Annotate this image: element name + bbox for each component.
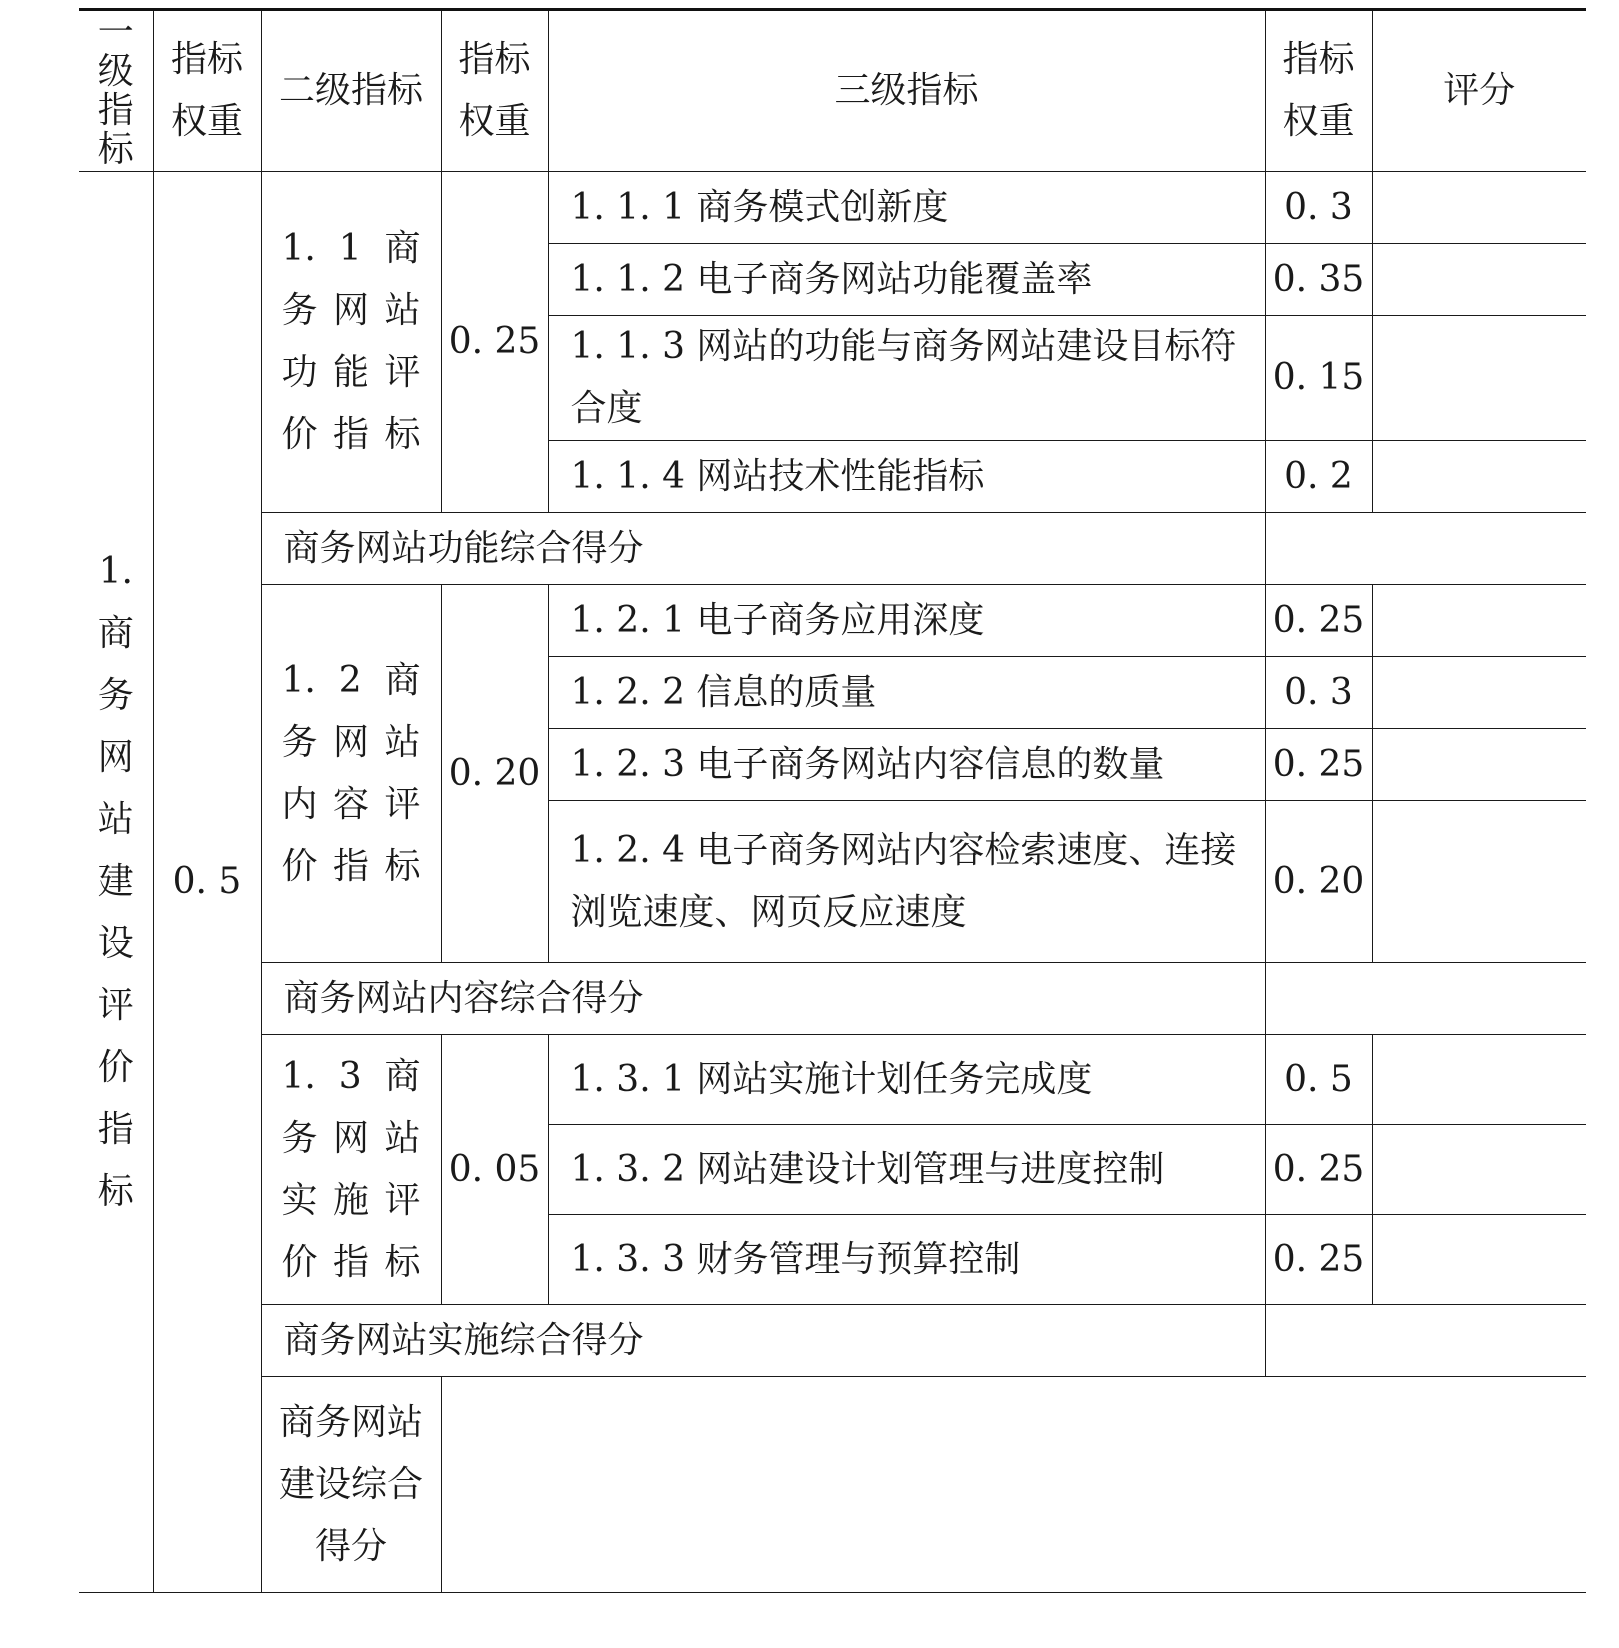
- level3-name: 1. 2. 2 信息的质量: [548, 657, 1265, 729]
- level3-name: 1. 2. 4 电子商务网站内容检索速度、连接浏览速度、网页反应速度: [548, 801, 1265, 963]
- level3-name: 1. 1. 3 网站的功能与商务网站建设目标符合度: [548, 316, 1265, 441]
- level3-weight: 0. 25: [1265, 1215, 1372, 1305]
- header-score: 评分: [1372, 10, 1586, 172]
- header-level2: 二级指标: [261, 10, 441, 172]
- header-level1: 一 级 指 标: [79, 10, 153, 172]
- level2-name: 1. 2 商务网站内容评价指标: [261, 585, 441, 963]
- table-row: [79, 585, 1586, 657]
- level3-weight: 0. 25: [1265, 729, 1372, 801]
- score-cell[interactable]: [1372, 585, 1586, 657]
- summary-score-cell[interactable]: [1265, 963, 1586, 1035]
- summary-label: 商务网站内容综合得分: [261, 963, 1265, 1035]
- header-weight1: 指标 权重: [153, 10, 261, 172]
- header-weight2: 指标 权重: [441, 10, 548, 172]
- level2-name: 1. 1 商务网站功能评价指标: [261, 172, 441, 513]
- summary-score-cell[interactable]: [1265, 1305, 1586, 1377]
- score-cell[interactable]: [1372, 316, 1586, 441]
- level3-name: 1. 1. 2 电子商务网站功能覆盖率: [548, 244, 1265, 316]
- level3-weight: 0. 25: [1265, 585, 1372, 657]
- table-row: [79, 1035, 1586, 1125]
- header-level3: 三级指标: [548, 10, 1265, 172]
- level3-weight: 0. 3: [1265, 172, 1372, 244]
- level2-weight: 0. 05: [441, 1035, 548, 1305]
- header-weight3: 指标 权重: [1265, 10, 1372, 172]
- level3-weight: 0. 2: [1265, 441, 1372, 513]
- level3-weight: 0. 25: [1265, 1125, 1372, 1215]
- level3-weight: 0. 3: [1265, 657, 1372, 729]
- score-cell[interactable]: [1372, 244, 1586, 316]
- summary-label: 商务网站实施综合得分: [261, 1305, 1265, 1377]
- level2-weight: 0. 20: [441, 585, 548, 963]
- score-cell[interactable]: [1372, 172, 1586, 244]
- level1-name: 1. 商 务 网 站 建 设 评 价 指 标: [79, 172, 153, 1593]
- level3-weight: 0. 20: [1265, 801, 1372, 963]
- level3-name: 1. 3. 1 网站实施计划任务完成度: [548, 1035, 1265, 1125]
- level3-name: 1. 2. 3 电子商务网站内容信息的数量: [548, 729, 1265, 801]
- level3-name: 1. 1. 1 商务模式创新度: [548, 172, 1265, 244]
- header-row: [79, 10, 1586, 172]
- level1-weight: 0. 5: [153, 172, 261, 1593]
- level3-name: 1. 2. 1 电子商务应用深度: [548, 585, 1265, 657]
- level2-name: 1. 3 商务网站实施评价指标: [261, 1035, 441, 1305]
- summary-row: [79, 513, 1586, 585]
- score-cell[interactable]: [1372, 1035, 1586, 1125]
- level3-weight: 0. 35: [1265, 244, 1372, 316]
- evaluation-table: [79, 8, 1586, 1593]
- summary-row: [79, 1305, 1586, 1377]
- level3-weight: 0. 15: [1265, 316, 1372, 441]
- score-cell[interactable]: [1372, 1125, 1586, 1215]
- level3-name: 1. 3. 3 财务管理与预算控制: [548, 1215, 1265, 1305]
- table-row: [79, 172, 1586, 244]
- score-cell[interactable]: [1372, 657, 1586, 729]
- score-cell[interactable]: [1372, 801, 1586, 963]
- score-cell[interactable]: [1372, 441, 1586, 513]
- level3-name: 1. 3. 2 网站建设计划管理与进度控制: [548, 1125, 1265, 1215]
- level2-weight: 0. 25: [441, 172, 548, 513]
- summary-row: [79, 963, 1586, 1035]
- total-score-cell[interactable]: [441, 1377, 1586, 1593]
- level3-weight: 0. 5: [1265, 1035, 1372, 1125]
- summary-score-cell[interactable]: [1265, 513, 1586, 585]
- score-cell[interactable]: [1372, 729, 1586, 801]
- total-label: 商务网站 建设综合 得分: [261, 1377, 441, 1593]
- level3-name: 1. 1. 4 网站技术性能指标: [548, 441, 1265, 513]
- summary-label: 商务网站功能综合得分: [261, 513, 1265, 585]
- score-cell[interactable]: [1372, 1215, 1586, 1305]
- total-row: [79, 1377, 1586, 1593]
